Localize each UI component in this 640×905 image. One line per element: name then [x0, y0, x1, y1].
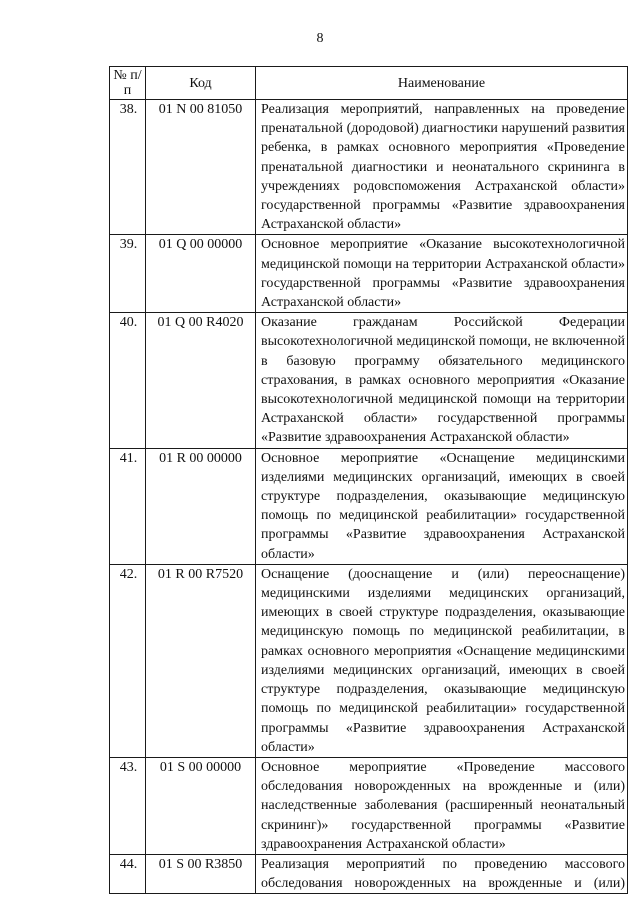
- row-name: Основное мероприятие «Оснащение медицинскими изделиями медицинских организаций, имеющих в своей структуре подразделения, оказывающие медицинскую помощь по медицинской реабилитации» государственной программы «Развитие здравоохранения Астраханской области»: [256, 448, 628, 564]
- row-code: 01 S 00 R3850: [146, 854, 256, 893]
- row-name: Реализация мероприятий, направленных на проведение пренатальной (дородовой) диагностики нарушений развития ребенка, в рамках основного мероприятия «Проведение пренатальной диагностики и неонатального скрининга в учреждениях родовспоможения Астраханской области» государственной программы «Развитие здравоохранения Астраханской области»: [256, 100, 628, 235]
- row-number: 41.: [110, 448, 146, 564]
- row-code: 01 R 00 R7520: [146, 564, 256, 757]
- row-code: 01 S 00 00000: [146, 757, 256, 854]
- table-row: [110, 564, 628, 757]
- table-row: [110, 448, 628, 564]
- table-header-row: [110, 67, 628, 100]
- row-number: 40.: [110, 313, 146, 448]
- header-number: № п/п: [110, 67, 146, 100]
- page-number: 8: [316, 31, 324, 46]
- row-number: 42.: [110, 564, 146, 757]
- table-row: [110, 757, 628, 854]
- row-number: 38.: [110, 100, 146, 235]
- table-row: [110, 854, 628, 893]
- row-name: Оснащение (дооснащение и (или) переоснащение) медицинскими изделиями медицинских организаций, имеющих в своей структуре подразделения, оказывающие медицинскую помощь по медицинской реабилитации, в рамках основного мероприятия «Оснащение медицинскими изделиями медицинских организаций, имеющих в своей структуре подразделения, оказывающие медицинскую помощь по медицинской реабилитации» государственной программы «Развитие здравоохранения Астраханской области»: [256, 564, 628, 757]
- row-name: Реализация мероприятий по проведению массового обследования новорожденных на врожденные и (или): [256, 854, 628, 893]
- table-row: [110, 313, 628, 448]
- header-name: Наименование: [256, 67, 628, 100]
- table-row: [110, 235, 628, 313]
- row-name: Основное мероприятие «Проведение массового обследования новорожденных на врожденные и (или) наследственные заболевания (расширенный неонатальный скрининг)» государственной программы «Развитие здравоохранения Астраханской области»: [256, 757, 628, 854]
- row-code: 01 N 00 81050: [146, 100, 256, 235]
- budget-codes-table: [109, 66, 628, 894]
- row-name: Основное мероприятие «Оказание высокотехнологичной медицинской помощи на территории Астраханской области» государственной программы «Развитие здравоохранения Астраханской области»: [256, 235, 628, 313]
- row-code: 01 Q 00 R4020: [146, 313, 256, 448]
- row-number: 44.: [110, 854, 146, 893]
- table-row: [110, 100, 628, 235]
- header-code: Код: [146, 67, 256, 100]
- row-code: 01 Q 00 00000: [146, 235, 256, 313]
- row-code: 01 R 00 00000: [146, 448, 256, 564]
- row-name: Оказание гражданам Российской Федерации высокотехнологичной медицинской помощи, не включенной в базовую программу обязательного медицинского страхования, в рамках основного мероприятия «Оказание высокотехнологичной медицинской помощи на территории Астраханской области» государственной программы «Развитие здравоохранения Астраханской области»: [256, 313, 628, 448]
- row-number: 39.: [110, 235, 146, 313]
- row-number: 43.: [110, 757, 146, 854]
